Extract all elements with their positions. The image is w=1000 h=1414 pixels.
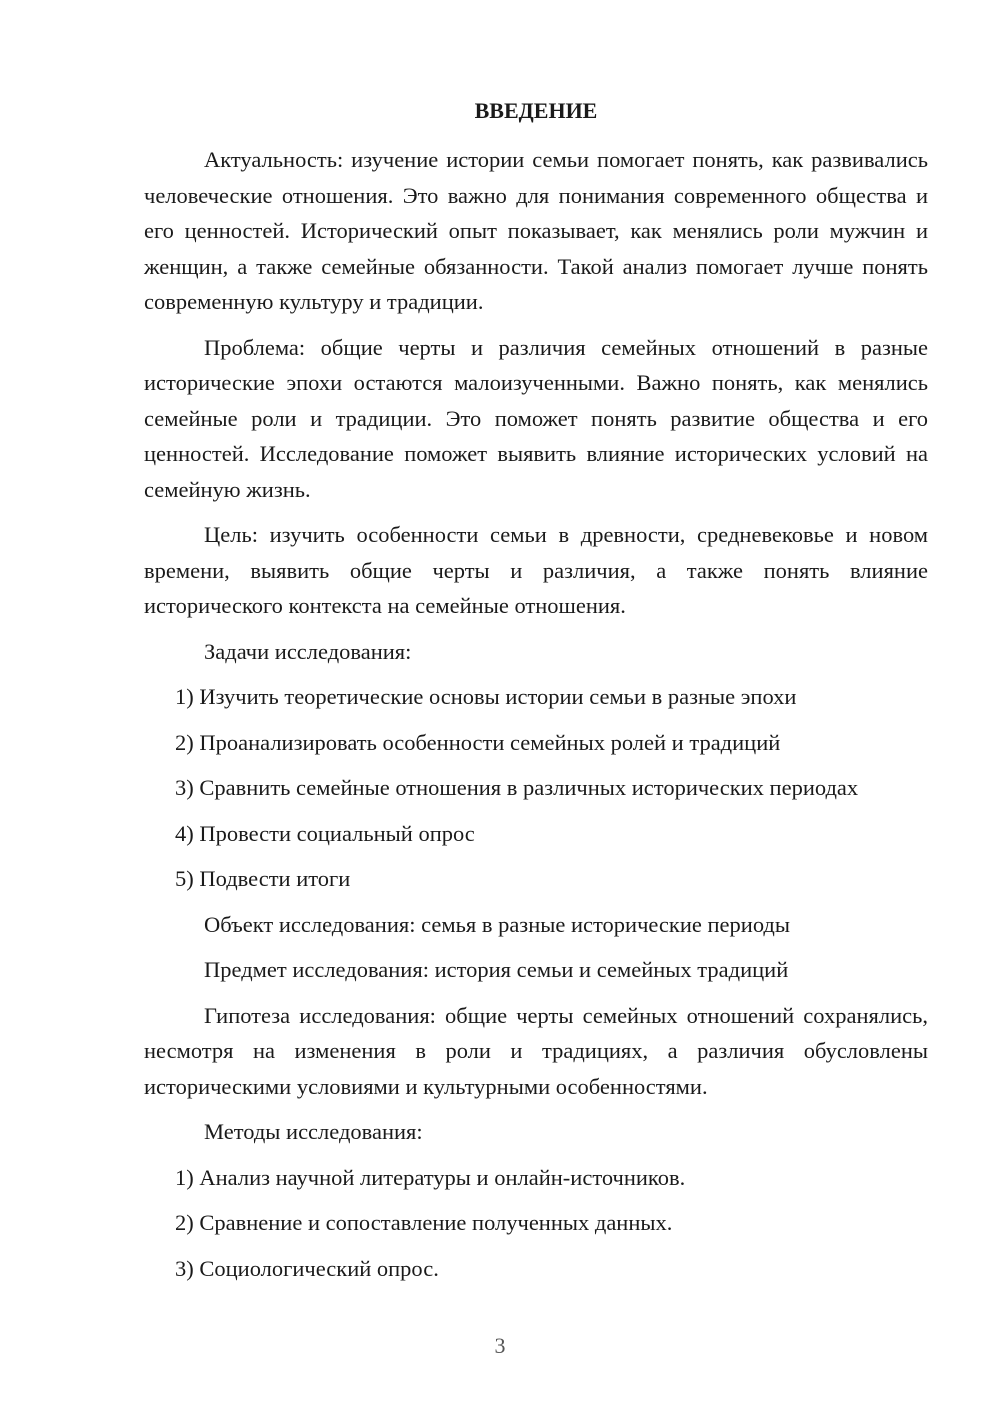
tasks-list	[144, 679, 928, 897]
list-item: 2) Проанализировать особенности семейных ролей и традиций	[175, 729, 781, 755]
list-item: 3) Социологический опрос.	[175, 1255, 439, 1281]
list-item: 4) Провести социальный опрос	[175, 820, 475, 846]
document-body	[144, 142, 928, 1296]
tasks-heading: Задачи исследования:	[204, 638, 412, 664]
page-title: ВВЕДЕНИЕ	[474, 98, 598, 123]
problem-paragraph: Проблема: общие черты и различия семейных отношений в разные исторические эпохи остаются малоизученными. Важно понять, как менялись семейные роли и традиции. Это поможет понять развитие общества и его ценностей. Исследование поможет выявить влияние исторических условий на семейную жизнь.	[144, 334, 928, 502]
page-number: 3	[494, 1333, 506, 1358]
list-item: 1) Анализ научной литературы и онлайн-источников.	[175, 1164, 686, 1190]
list-item: 2) Сравнение и сопоставление полученных данных.	[175, 1210, 673, 1235]
subject-paragraph: Предмет исследования: история семьи и семейных традиций	[204, 957, 789, 982]
list-item: 3) Сравнить семейные отношения в различных исторических периодах	[175, 775, 859, 800]
methods-list	[144, 1160, 928, 1287]
list-item: 1) Изучить теоретические основы истории семьи в разные эпохи	[175, 684, 797, 709]
relevance-paragraph: Актуальность: изучение истории семьи помогает понять, как развивались человеческие отношения. Это важно для понимания современного общества и его ценностей. Исторический опыт показывает, как менялись роли мужчин и женщин, а также семейные обязанности. Такой анализ помогает лучше понять современную культуру и традиции.	[144, 147, 928, 314]
goal-paragraph: Цель: изучить особенности семьи в древности, средневековье и новом времени, выявить общие черты и различия, а также понять влияние исторического контекста на семейные отношения.	[144, 522, 928, 618]
list-item: 5) Подвести итоги	[175, 866, 351, 891]
object-paragraph: Объект исследования: семья в разные исторические периоды	[204, 911, 790, 937]
methods-heading: Методы исследования:	[204, 1119, 423, 1144]
hypothesis-paragraph: Гипотеза исследования: общие черты семейных отношений сохранялись, несмотря на изменения в роли и традициях, а различия обусловлены историческими условиями и культурными особенностями.	[144, 1002, 928, 1099]
